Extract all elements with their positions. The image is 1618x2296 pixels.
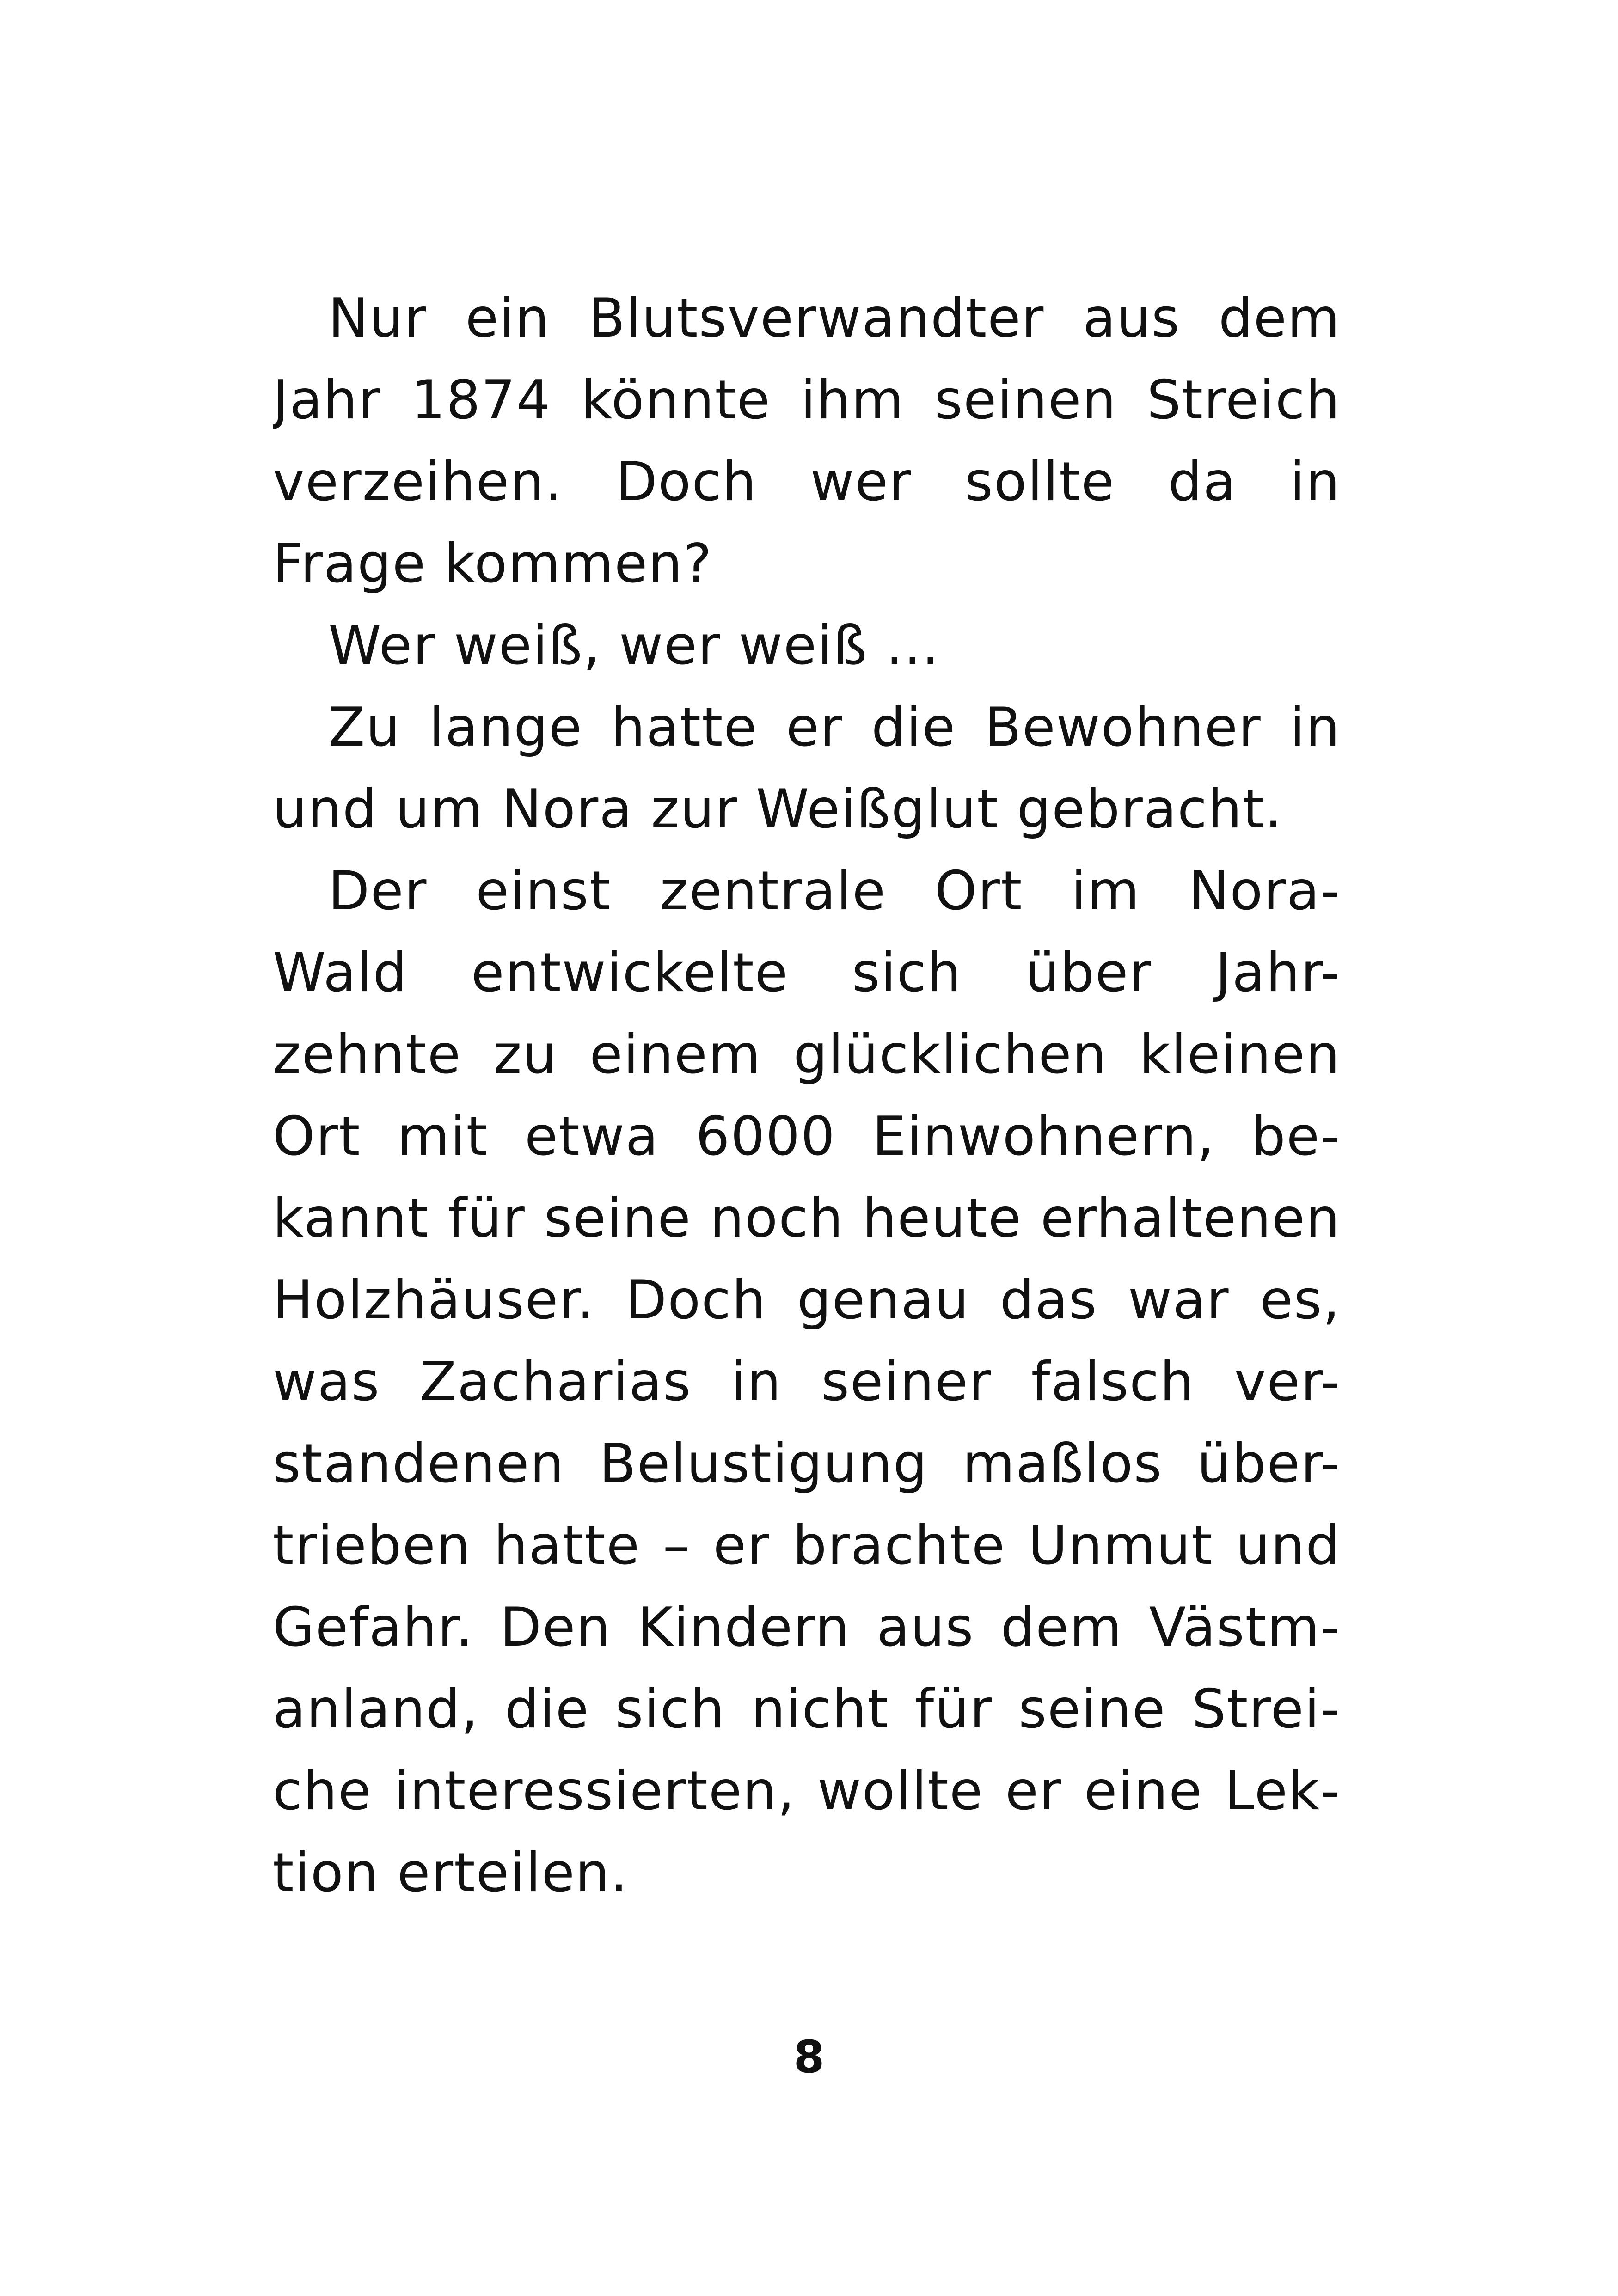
- page-number: 8: [793, 2031, 825, 2083]
- text-line: anland, die sich nicht für seine Strei-: [273, 1678, 1341, 1740]
- text-line: standenen Belustigung maßlos über-: [273, 1433, 1341, 1495]
- text-line: was Zacharias in seiner falsch ver-: [273, 1351, 1341, 1413]
- text-line: Gefahr. Den Kindern aus dem Västm-: [273, 1596, 1341, 1659]
- text-line: Wald entwickelte sich über Jahr-: [273, 942, 1341, 1004]
- text-line: che interessierten, wollte er eine Lek-: [273, 1760, 1341, 1822]
- text-line: Der einst zentrale Ort im Nora-: [328, 860, 1341, 922]
- text-line: Zu lange hatte er die Bewohner in: [328, 696, 1341, 759]
- text-line: Nur ein Blutsverwandter aus dem: [328, 287, 1341, 349]
- text-line: Wer weiß, wer weiß ...: [328, 614, 940, 677]
- text-line: kannt für seine noch heute erhaltenen: [273, 1187, 1341, 1249]
- text-line: und um Nora zur Weißglut gebracht.: [273, 778, 1283, 840]
- text-line: tion erteilen.: [273, 1842, 629, 1904]
- body-text: [273, 277, 1341, 1914]
- text-line: Ort mit etwa 6000 Einwohnern, be-: [273, 1105, 1341, 1168]
- text-line: Jahr 1874 könnte ihm seinen Streich: [273, 369, 1341, 431]
- text-line: zehnte zu einem glücklichen kleinen: [273, 1023, 1341, 1086]
- text-line: verzeihen. Doch wer sollte da in: [273, 451, 1341, 513]
- text-line: Frage kommen?: [273, 533, 713, 595]
- text-line: Holzhäuser. Doch genau das war es,: [273, 1269, 1341, 1331]
- text-line: trieben hatte – er brachte Unmut und: [273, 1514, 1341, 1577]
